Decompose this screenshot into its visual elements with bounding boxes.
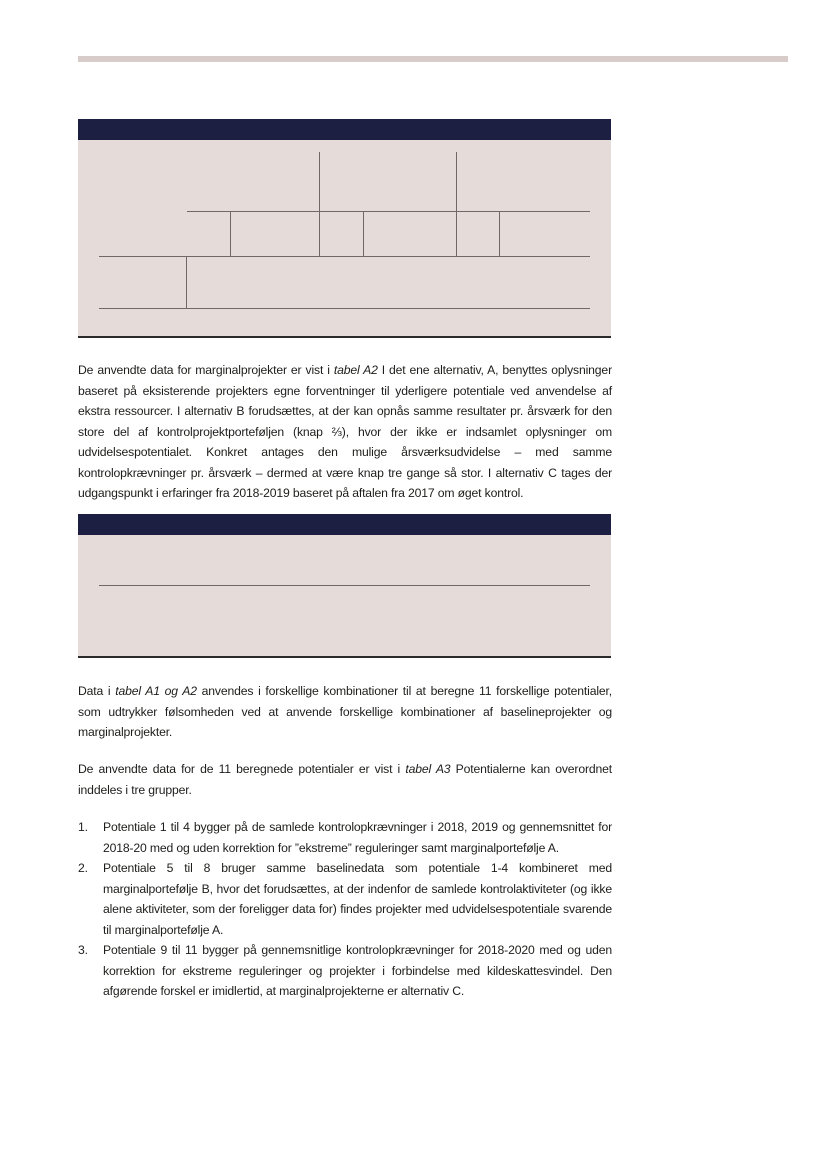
- table-a1-divider: [186, 256, 187, 308]
- list-item: [78, 858, 612, 940]
- table-a1-divider: [230, 211, 231, 256]
- header-rule: [78, 56, 788, 62]
- table-a1-divider: [319, 152, 320, 256]
- table-a2-body: [78, 535, 611, 656]
- table-a1: [78, 119, 611, 338]
- table-a1-divider: [99, 256, 590, 257]
- table-a1-divider: [456, 152, 457, 256]
- list-text: Potentiale 5 til 8 bruger samme baselinedata som potentiale 1-4 kombineret med marginalportefølje B, hvor det forudsættes, at der indenfor de samlede kontrolaktiviteter (og ikke alene aktiviteter, som der foreligger data for) findes projekter med udvidelsespotentiale svarende til marginalportefølje A.: [103, 861, 612, 937]
- list-text: Potentiale 1 til 4 bygger på de samlede kontrolopkrævninger i 2018, 2019 og gennemsnittet for 2018-20 med og uden korrektion for ”ekstreme” reguleringer samt marginalportefølje A.: [103, 820, 612, 855]
- paragraph-potentialer: De anvendte data for de 11 beregnede potentialer er vist i tabel A3 Potentialerne kan overordnet inddeles i tre grupper.: [78, 762, 612, 797]
- table-a1-bottom-rule: [78, 336, 611, 338]
- table-a1-header-bar: [78, 119, 611, 140]
- table-a1-divider: [363, 211, 364, 256]
- potentialer-list: [78, 817, 612, 1002]
- list-item: [78, 940, 612, 1002]
- list-item: [78, 817, 612, 858]
- table-a2-divider: [99, 585, 590, 586]
- table-a2: [78, 514, 611, 658]
- table-a1-divider: [99, 308, 590, 309]
- table-a1-divider: [499, 211, 500, 256]
- list-number: 1.: [78, 820, 88, 834]
- table-reference: tabel A1 og A2: [115, 684, 197, 698]
- table-a1-divider: [187, 211, 590, 212]
- table-reference: tabel A3: [405, 762, 451, 776]
- paragraph-kombinationer: Data i tabel A1 og A2 anvendes i forskellige kombinationer til at beregne 11 forskellige potentialer, som udtrykker følsomheden ved at anvende forskellige kombinationer af baselineprojekter og marginalprojekter.: [78, 684, 612, 739]
- list-text: Potentiale 9 til 11 bygger på gennemsnitlige kontrolopkrævninger for 2018-2020 med og uden korrektion for ekstreme reguleringer og projekter i forbindelse med kildeskattesvindel. Den afgørende forskel er imidlertid, at marginalprojekterne er alternativ C.: [103, 943, 612, 998]
- list-number: 3.: [78, 943, 88, 957]
- table-a1-body: [78, 140, 611, 336]
- paragraph-marginalprojekter: De anvendte data for marginalprojekter er vist i tabel A2 I det ene alternativ, A, benyttes oplysninger baseret på eksisterende projekters egne forventninger til yderligere potentiale ved anvendelse af ekstra ressourcer. I alternativ B forudsættes, at der kan opnås samme resultater pr. årsværk for den store del af kontrolprojektporteføljen (knap ⅔), hvor der ikke er indsamlet oplysninger om udvidelsespotentialet. Konkret antages den mulige årsværksudvidelse – med samme kontrolopkrævninger pr. årsværk – dermed at være knap tre gange så stor. I alternativ C tages der udgangspunkt i erfaringer fra 2018-2019 baseret på aftalen fra 2017 om øget kontrol.: [78, 363, 612, 500]
- table-reference: tabel A2: [333, 363, 378, 377]
- table-a2-header-bar: [78, 514, 611, 535]
- table-a2-bottom-rule: [78, 656, 611, 658]
- list-number: 2.: [78, 861, 88, 875]
